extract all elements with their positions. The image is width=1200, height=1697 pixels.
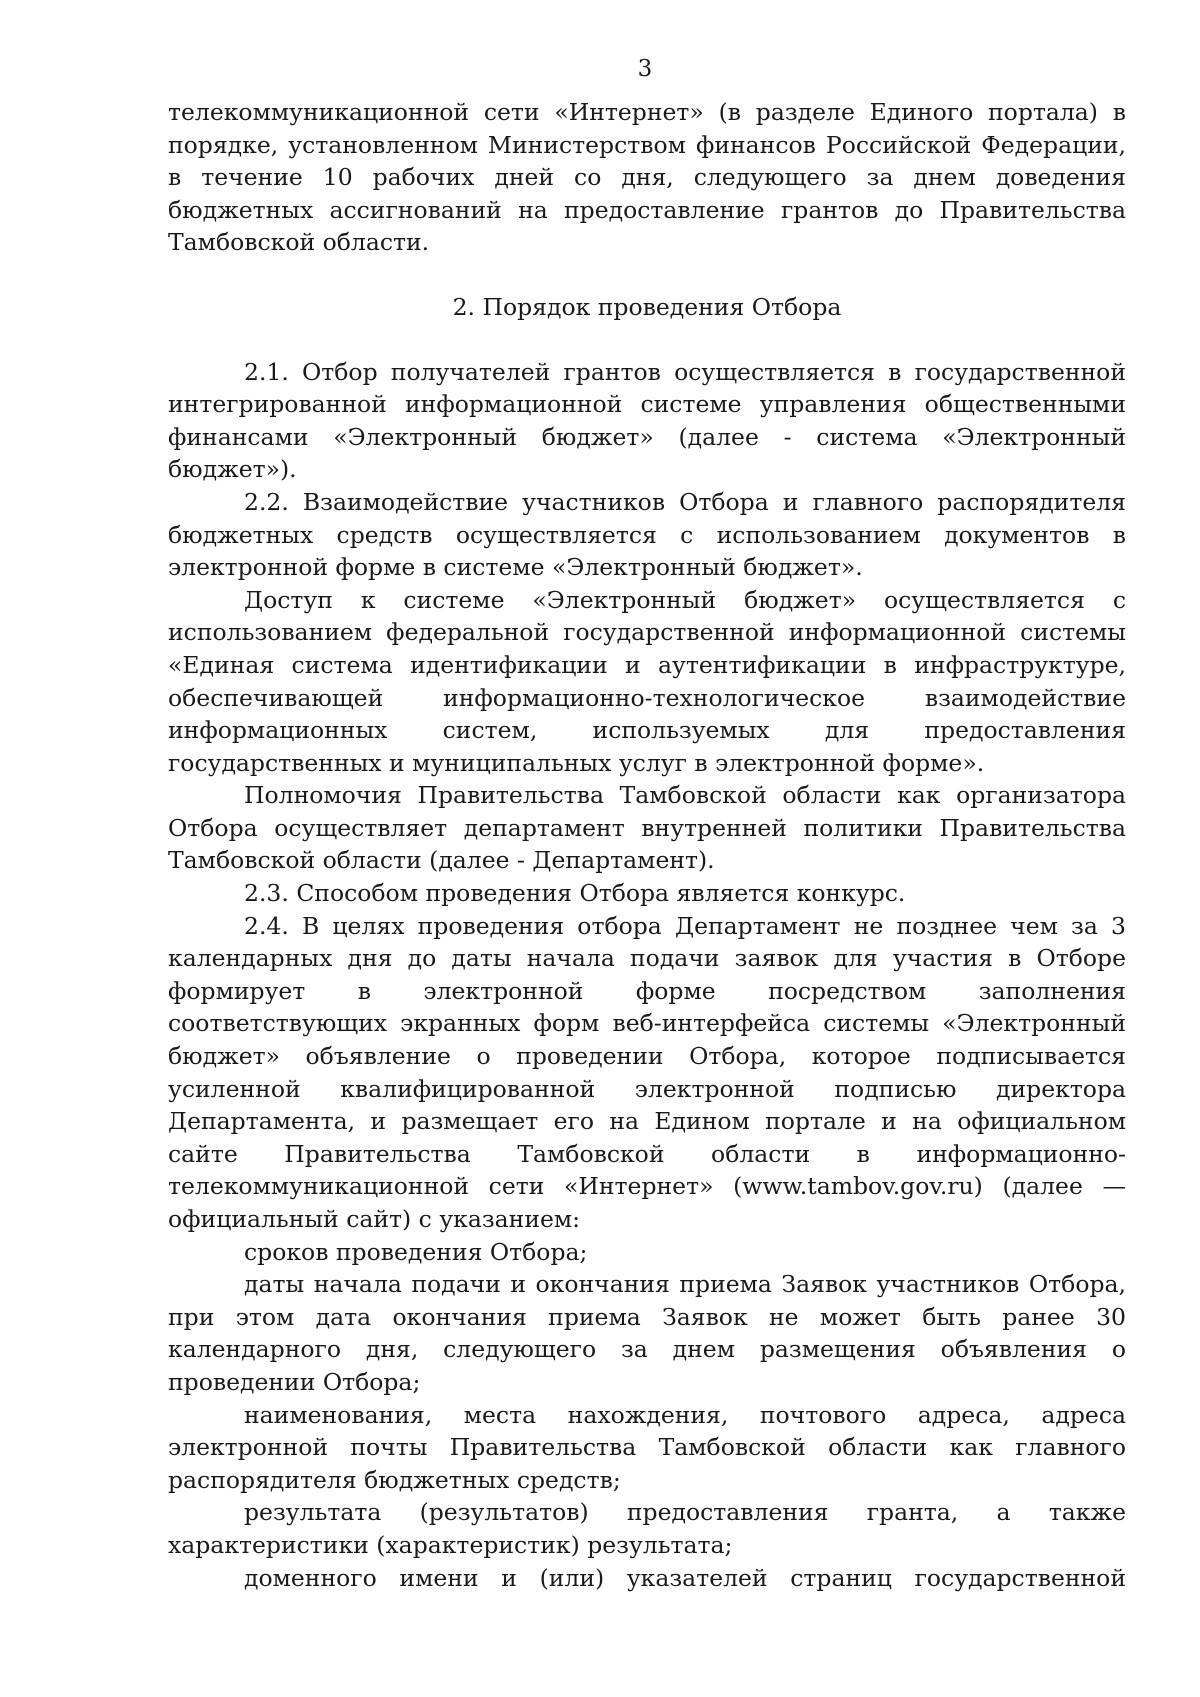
list-item-address: наименования, места нахождения, почтового адреса, адреса электронной почты Правительства Тамбовской области как главного распорядителя бюджетных средств; (168, 1400, 1126, 1494)
intro-paragraph: телекоммуникационной сети «Интернет» (в разделе Единого портала) в порядке, установленном Министерством финансов Российской Федерации, в течение 10 рабочих дней со дня, следующего за днем доведения бюджетных ассигнований на предоставление грантов до Правительства Тамбовской области. (168, 98, 1126, 257)
page-number: 3 (637, 56, 653, 82)
paragraph-2-1: 2.1. Отбор получателей грантов осуществляется в государственной интегрированной информационной системе управления общественными финансами «Электронный бюджет» (далее - система «Электронный бюджет»). (168, 357, 1126, 484)
paragraph-authority: Полномочия Правительства Тамбовской области как организатора Отбора осуществляет департамент внутренней политики Правительства Тамбовской области (далее - Департамент). (168, 781, 1126, 875)
paragraph-2-2: 2.2. Взаимодействие участников Отбора и главного распорядителя бюджетных средств осуществляется с использованием документов в электронной форме в системе «Электронный бюджет». (168, 487, 1126, 582)
list-item-results: результата (результатов) предоставления гранта, а также характеристики (характеристик) результата; (168, 1498, 1126, 1559)
paragraph-2-4: 2.4. В целях проведения отбора Департамент не позднее чем за 3 календарных дня до даты начала подачи заявок для участия в Отборе формирует в электронной форме посредством заполнения соответствующих экранных форм веб-интерфейса системы «Электронный бюджет» объявление о проведении Отбора, которое подписывается усиленной квалифицированной электронной подписью директора Департамента, и размещает его на Едином портале и на официальном сайте Правительства Тамбовской области в информационно-телекоммуникационной сети «Интернет» (www.tambov.gov.ru) (далее — официальный сайт) с указанием: (168, 911, 1126, 1233)
paragraph-access: Доступ к системе «Электронный бюджет» осуществляется с использованием федеральной государственной информационной системы «Единая система идентификации и аутентификации в инфраструктуре, обеспечивающей информационно-технологическое взаимодействие информационных систем, используемых для предоставления государственных и муниципальных услуг в электронной форме». (168, 585, 1126, 777)
section-heading: 2. Порядок проведения Отбора (452, 292, 842, 321)
list-item-terms: сроков проведения Отбора; (244, 1237, 588, 1266)
list-item-dates: даты начала подачи и окончания приема Заявок участников Отбора, при этом дата окончания приема Заявок не может быть ранее 30 календарного дня, следующего за днем размещения объявления о проведении Отбора; (168, 1270, 1126, 1396)
list-item-domain: доменного имени и (или) указателей страниц государственной (244, 1563, 1126, 1592)
paragraph-2-3: 2.3. Способом проведения Отбора является конкурс. (244, 879, 906, 908)
document-body (168, 96, 1126, 1594)
